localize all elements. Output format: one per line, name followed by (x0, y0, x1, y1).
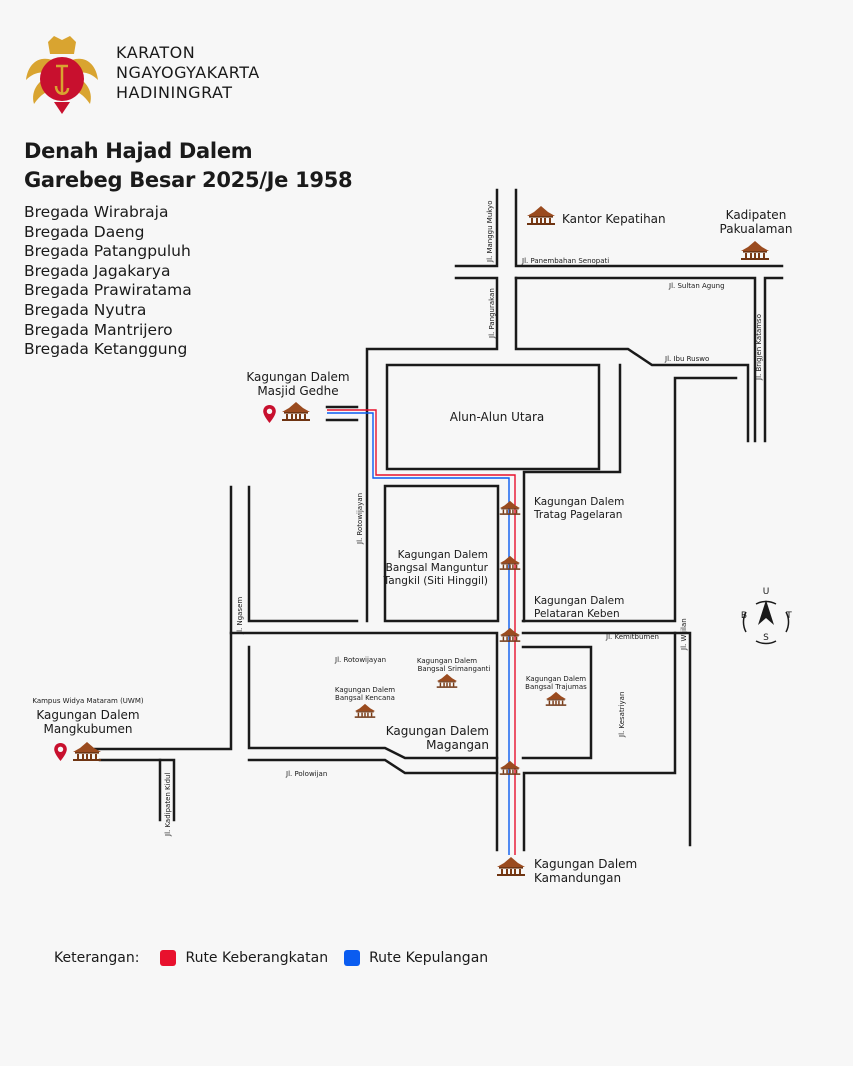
kencana-icon (355, 704, 376, 718)
svg-text:Mangkubumen: Mangkubumen (43, 722, 133, 736)
svg-text:Pakualaman: Pakualaman (719, 222, 793, 236)
org-line: KARATON (116, 43, 196, 62)
street-sultan-agung: Jl. Sultan Agung (669, 282, 725, 290)
svg-text:Kagungan Dalem: Kagungan Dalem (246, 370, 350, 384)
svg-text:Magangan: Magangan (426, 738, 489, 752)
compass-west: B (740, 611, 748, 621)
bregada-item: Bregada Prawiratama (24, 281, 192, 300)
pakualaman-icon (741, 241, 769, 260)
svg-text:Tratag Pagelaran: Tratag Pagelaran (534, 509, 623, 521)
page-title (24, 137, 352, 195)
compass-north: U (762, 587, 770, 597)
compass-east: T (786, 611, 792, 621)
bregada-item: Bregada Mantrijero (24, 320, 173, 339)
kepatihan-icon (527, 206, 555, 225)
srimanganti-icon (437, 674, 458, 688)
label-masjid (246, 370, 349, 398)
masjid-icon (282, 402, 310, 421)
street-manggu-muka: Jl. Manggu Mukyo (486, 200, 494, 262)
svg-text:Tangkil (Siti Hinggil): Tangkil (Siti Hinggil) (383, 575, 488, 587)
bregada-item: Bregada Jagakarya (24, 261, 171, 280)
org-line: NGAYOGYAKARTA (116, 63, 260, 82)
keben-icon (500, 628, 521, 642)
pagelaran-icon (500, 501, 521, 515)
street-wijilan: Jl. Wijilan (680, 618, 688, 650)
bregada-item: Bregada Daeng (24, 222, 145, 241)
label-mangkubumen (36, 708, 139, 736)
label-kencana (335, 686, 395, 702)
label-trajumas (525, 675, 587, 691)
svg-text:Kadipaten: Kadipaten (725, 208, 787, 222)
svg-text:Kagungan Dalem: Kagungan Dalem (416, 657, 478, 665)
svg-text:Kagungan Dalem: Kagungan Dalem (525, 675, 587, 683)
compass-south: S (763, 633, 769, 643)
title-line: Denah Hajad Dalem (24, 139, 253, 163)
label-magangan (386, 724, 489, 752)
street-kadipaten-kidul: Jl. Kadipaten Kidul (164, 772, 172, 836)
trajumas-icon (546, 692, 567, 706)
title-line: Garebeg Besar 2025/Je 1958 (24, 168, 353, 192)
label-pakualaman (720, 208, 793, 236)
legend-item-label: Rute Kepulangan (369, 950, 489, 966)
svg-text:Kagungan Dalem: Kagungan Dalem (36, 708, 140, 722)
label-kepatihan: Kantor Kepatihan (562, 212, 666, 226)
svg-text:Kagungan Dalem: Kagungan Dalem (334, 686, 396, 694)
street-katamso: Jl. Brigjen Katamso (755, 314, 763, 380)
label-keben (534, 595, 624, 620)
bregada-list (24, 203, 192, 360)
kamandungan-icon (497, 857, 525, 876)
legend-item-label: Rute Keberangkatan (185, 950, 329, 966)
svg-text:Kagungan Dalem: Kagungan Dalem (534, 857, 638, 871)
svg-text:Kagungan Dalem: Kagungan Dalem (534, 595, 625, 607)
svg-text:Bangsal Srimanganti: Bangsal Srimanganti (417, 665, 491, 673)
masjid-pin-icon (263, 405, 276, 423)
karaton-logo (26, 36, 98, 114)
street-polowijan: Jl. Polowijan (286, 770, 328, 778)
svg-text:Bangsal Manguntur: Bangsal Manguntur (385, 562, 488, 574)
bregada-item: Bregada Wirabraja (24, 203, 169, 221)
bregada-item: Bregada Patangpuluh (24, 242, 191, 261)
street-ibu-ruswo: Jl. Ibu Ruswo (665, 355, 710, 363)
svg-text:Bangsal Trajumas: Bangsal Trajumas (525, 683, 587, 691)
svg-text:Kagungan Dalem: Kagungan Dalem (534, 496, 625, 508)
legend-label: Keterangan: (54, 950, 140, 966)
label-kamandungan (534, 857, 637, 885)
svg-text:Masjid Gedhe: Masjid Gedhe (257, 384, 339, 398)
legend-swatch-blue (344, 950, 360, 966)
street-rotowijayan-v: Jl. Rotowijayan (356, 492, 364, 544)
label-srimanganti (417, 657, 491, 673)
bregada-item: Bregada Nyutra (24, 300, 147, 319)
street-rotowijayan-h: Jl. Rotowijayan (335, 656, 387, 664)
street-pangurakan: Jl. Pangurakan (488, 288, 496, 338)
street-senopati: Jl. Panembahan Senopati (522, 257, 610, 265)
org-name (116, 43, 260, 103)
street-ngasem: Jl. Ngasem (236, 596, 244, 634)
magangan-icon (500, 761, 521, 775)
label-sitihinggil (383, 549, 489, 587)
label-alun: Alun-Alun Utara (449, 410, 545, 424)
mangkubumen-icon (73, 742, 101, 761)
svg-text:Kagungan Dalem: Kagungan Dalem (397, 549, 488, 561)
svg-text:Kagungan Dalem: Kagungan Dalem (385, 724, 489, 738)
bregada-item: Bregada Ketanggung (24, 340, 188, 359)
mangkubumen-pin-icon (54, 743, 67, 761)
street-kemitbumen: Jl. Kemitbumen (606, 633, 659, 641)
label-uwm: Kampus Widya Mataram (UWM) (32, 697, 144, 705)
street-kesatriyan: Jl. Kesatriyan (618, 691, 626, 737)
label-pagelaran (533, 496, 624, 521)
svg-text:Pelataran Keben: Pelataran Keben (534, 608, 620, 620)
legend (54, 950, 488, 966)
legend-swatch-red (160, 950, 176, 966)
svg-text:Bangsal Kencana: Bangsal Kencana (335, 694, 395, 702)
org-line: HADININGRAT (116, 83, 233, 102)
sitihinggil-icon (500, 556, 521, 570)
svg-text:Kamandungan: Kamandungan (534, 871, 622, 885)
